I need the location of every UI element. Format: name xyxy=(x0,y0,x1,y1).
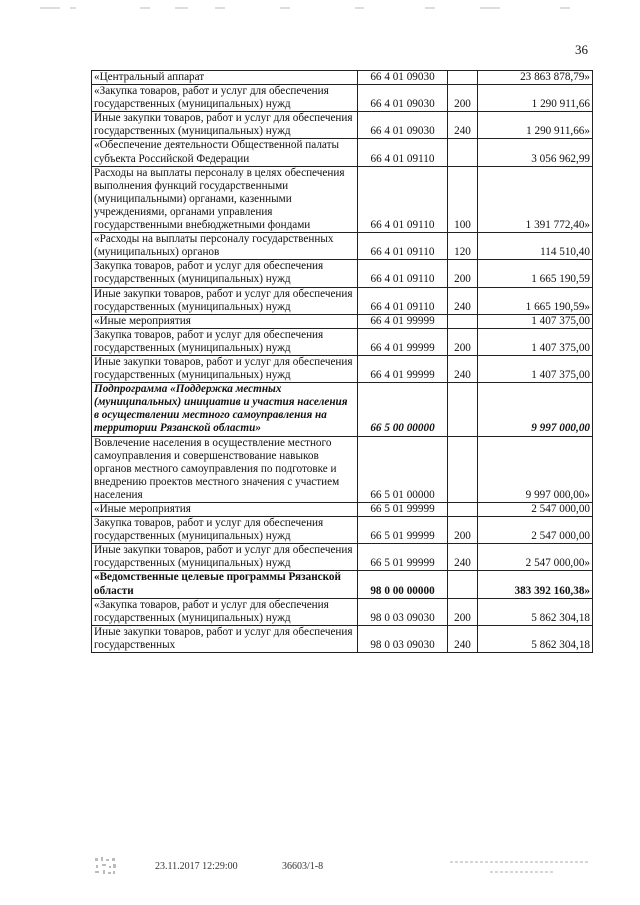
row-code: 66 4 01 09110 xyxy=(358,233,448,260)
row-type: 200 xyxy=(448,517,478,544)
table-row xyxy=(92,625,593,652)
row-name: Закупка товаров, работ и услуг для обеспечения государственных (муниципальных) нужд xyxy=(92,328,358,355)
row-type: 240 xyxy=(448,544,478,571)
row-name: «Иные мероприятия xyxy=(92,314,358,328)
row-amount: 1 290 911,66» xyxy=(478,112,593,139)
row-name: Закупка товаров, работ и услуг для обеспечения государственных (муниципальных) нужд xyxy=(92,260,358,287)
row-name: Иные закупки товаров, работ и услуг для обеспечения государственных xyxy=(92,625,358,652)
row-code: 66 4 01 09110 xyxy=(358,166,448,232)
row-code: 66 5 01 99999 xyxy=(358,544,448,571)
row-amount: 23 863 878,79» xyxy=(478,71,593,85)
budget-table-body xyxy=(92,71,593,653)
row-name: «Центральный аппарат xyxy=(92,71,358,85)
row-name: Иные закупки товаров, работ и услуг для обеспечения государственных (муниципальных) нужд xyxy=(92,355,358,382)
row-code: 66 5 01 00000 xyxy=(358,436,448,502)
row-code: 66 5 01 99999 xyxy=(358,517,448,544)
table-row xyxy=(92,85,593,112)
row-code: 98 0 03 09030 xyxy=(358,625,448,652)
row-name: Иные закупки товаров, работ и услуг для обеспечения государственных (муниципальных) нужд xyxy=(92,112,358,139)
table-row xyxy=(92,355,593,382)
table-row xyxy=(92,517,593,544)
row-type xyxy=(448,436,478,502)
row-type: 200 xyxy=(448,260,478,287)
faded-stamp xyxy=(445,856,595,878)
row-type: 200 xyxy=(448,85,478,112)
table-row xyxy=(92,598,593,625)
row-type: 200 xyxy=(448,328,478,355)
row-amount: 1 407 375,00 xyxy=(478,328,593,355)
row-amount: 5 862 304,18 xyxy=(478,598,593,625)
footer-datetime: 23.11.2017 12:29:00 xyxy=(155,861,238,872)
row-code: 66 4 01 09030 xyxy=(358,85,448,112)
table-row xyxy=(92,287,593,314)
row-code: 98 0 03 09030 xyxy=(358,598,448,625)
table-row xyxy=(92,436,593,502)
row-type xyxy=(448,314,478,328)
row-type: 240 xyxy=(448,355,478,382)
row-name: «Ведомственные целевые программы Рязанской области xyxy=(92,571,358,598)
row-amount: 383 392 160,38» xyxy=(478,571,593,598)
table-row xyxy=(92,112,593,139)
barcode-stamp xyxy=(93,855,119,877)
row-amount: 5 862 304,18 xyxy=(478,625,593,652)
row-amount: 3 056 962,99 xyxy=(478,139,593,166)
table-row xyxy=(92,544,593,571)
row-amount: 1 407 375,00 xyxy=(478,355,593,382)
table-row xyxy=(92,503,593,517)
row-code: 66 4 01 99999 xyxy=(358,328,448,355)
row-name: Расходы на выплаты персоналу в целях обеспечения выполнения функций государственными (муниципальными) органами, казенными учреждениями, органами управления государственными внебюджетными фондами xyxy=(92,166,358,232)
row-name: Иные закупки товаров, работ и услуг для обеспечения государственных (муниципальных) нужд xyxy=(92,544,358,571)
row-amount: 2 547 000,00 xyxy=(478,503,593,517)
row-amount: 1 391 772,40» xyxy=(478,166,593,232)
row-type: 240 xyxy=(448,625,478,652)
row-amount: 114 510,40 xyxy=(478,233,593,260)
row-type xyxy=(448,71,478,85)
row-amount: 9 997 000,00 xyxy=(478,383,593,436)
row-name: Иные закупки товаров, работ и услуг для обеспечения государственных (муниципальных) нужд xyxy=(92,287,358,314)
row-type: 120 xyxy=(448,233,478,260)
table-row xyxy=(92,233,593,260)
row-type: 200 xyxy=(448,598,478,625)
row-type xyxy=(448,383,478,436)
table-row xyxy=(92,328,593,355)
row-amount: 2 547 000,00 xyxy=(478,517,593,544)
row-code: 66 4 01 99999 xyxy=(358,355,448,382)
row-type: 100 xyxy=(448,166,478,232)
row-code: 66 4 01 09030 xyxy=(358,112,448,139)
table-row xyxy=(92,260,593,287)
row-amount: 9 997 000,00» xyxy=(478,436,593,502)
row-type xyxy=(448,503,478,517)
scan-noise-top xyxy=(0,4,640,12)
row-code: 66 4 01 09110 xyxy=(358,139,448,166)
budget-table xyxy=(91,70,593,653)
table-row xyxy=(92,71,593,85)
footer-doc-number: 36603/1-8 xyxy=(282,861,324,872)
row-code: 66 4 01 99999 xyxy=(358,314,448,328)
row-name: «Обеспечение деятельности Общественной палаты субъекта Российской Федерации xyxy=(92,139,358,166)
page-number: 36 xyxy=(575,42,588,57)
row-code: 66 4 01 09110 xyxy=(358,287,448,314)
row-amount: 1 665 190,59» xyxy=(478,287,593,314)
row-type xyxy=(448,571,478,598)
row-type: 240 xyxy=(448,112,478,139)
row-code: 66 5 00 00000 xyxy=(358,383,448,436)
row-name: «Закупка товаров, работ и услуг для обеспечения государственных (муниципальных) нужд xyxy=(92,598,358,625)
row-amount: 2 547 000,00» xyxy=(478,544,593,571)
row-name: «Расходы на выплаты персоналу государственных (муниципальных) органов xyxy=(92,233,358,260)
row-name: Вовлечение населения в осуществление местного самоуправления и совершенствование навыков органов местного самоуправления по подготовке и внедрению проектов местного значения с участием населения xyxy=(92,436,358,502)
table-row xyxy=(92,139,593,166)
row-amount: 1 290 911,66 xyxy=(478,85,593,112)
row-code: 66 5 01 99999 xyxy=(358,503,448,517)
row-type xyxy=(448,139,478,166)
table-row xyxy=(92,383,593,436)
row-amount: 1 407 375,00 xyxy=(478,314,593,328)
row-name: Закупка товаров, работ и услуг для обеспечения государственных (муниципальных) нужд xyxy=(92,517,358,544)
row-name: Подпрограмма «Поддержка местных (муниципальных) инициатив и участия населения в осуществлении местного самоуправления на территории Рязанской области» xyxy=(92,383,358,436)
table-row xyxy=(92,166,593,232)
row-code: 66 4 01 09110 xyxy=(358,260,448,287)
row-type: 240 xyxy=(448,287,478,314)
row-name: «Иные мероприятия xyxy=(92,503,358,517)
table-row xyxy=(92,571,593,598)
row-code: 66 4 01 09030 xyxy=(358,71,448,85)
row-code: 98 0 00 00000 xyxy=(358,571,448,598)
row-name: «Закупка товаров, работ и услуг для обеспечения государственных (муниципальных) нужд xyxy=(92,85,358,112)
row-amount: 1 665 190,59 xyxy=(478,260,593,287)
table-row xyxy=(92,314,593,328)
